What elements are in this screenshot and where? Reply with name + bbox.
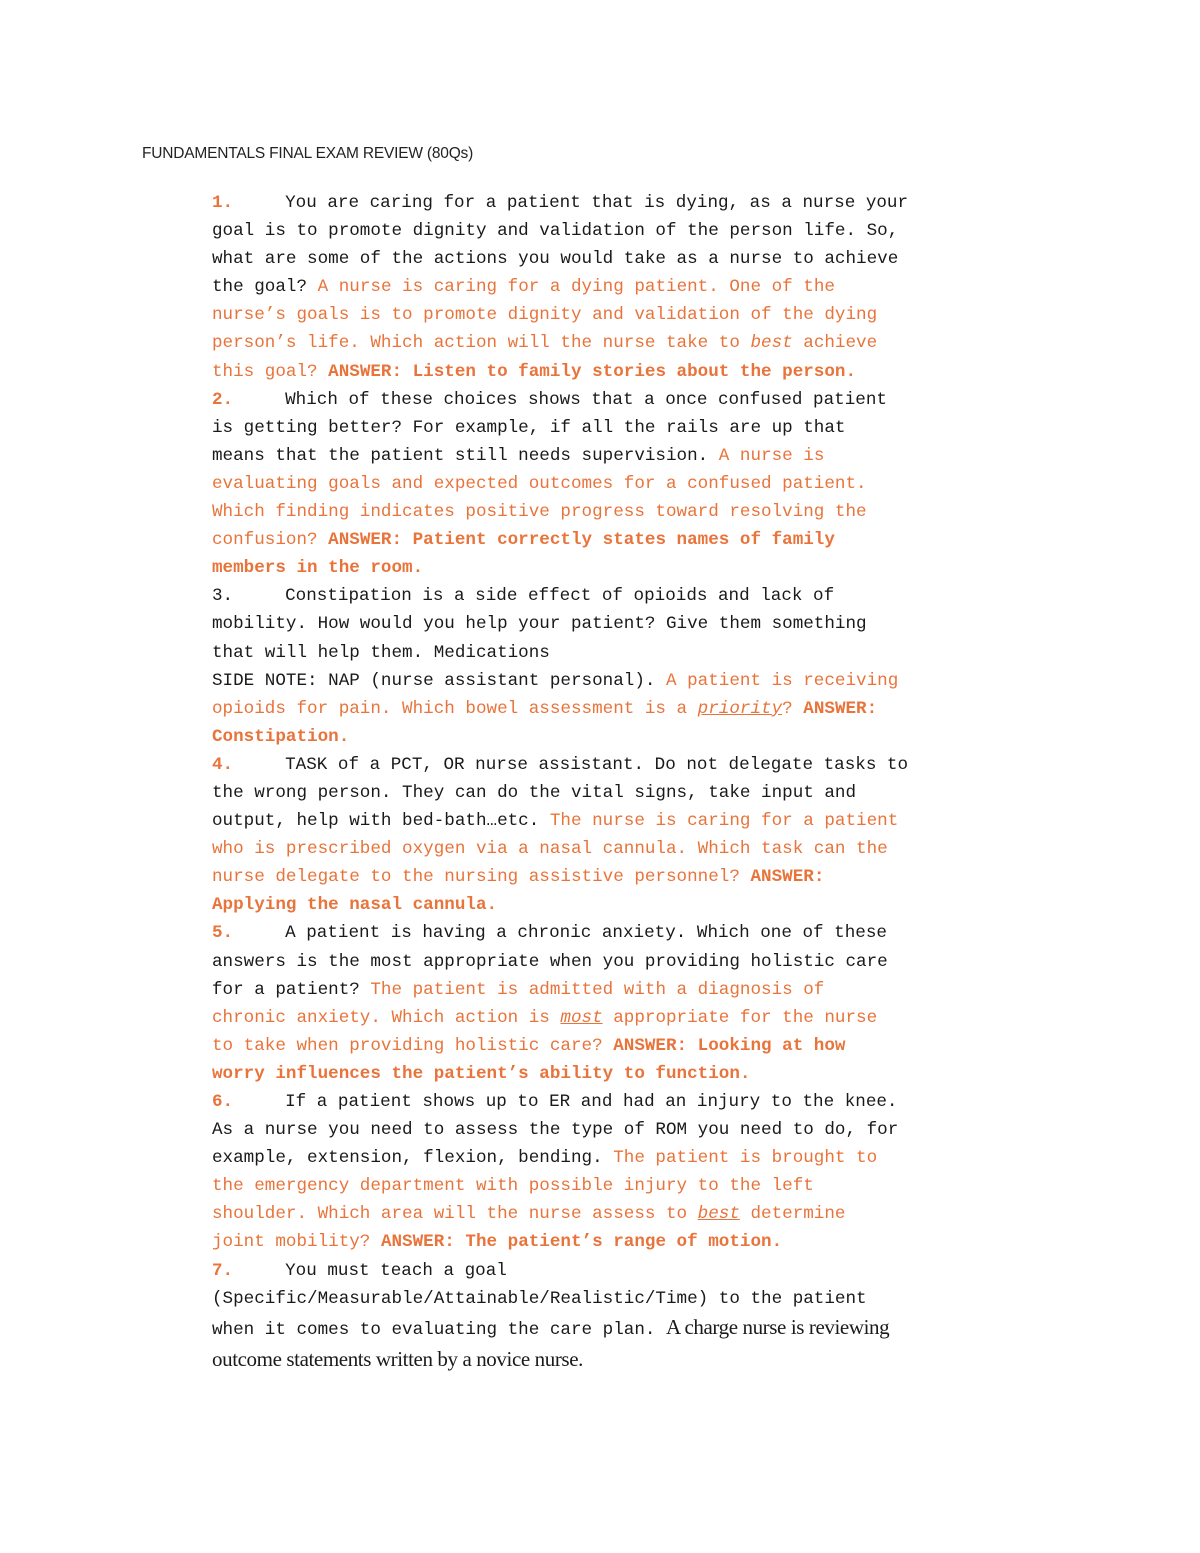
- answer-text: members in the room.: [212, 558, 424, 579]
- text-line: when it comes to evaluating the care plan. A charge nurse is reviewing: [212, 1314, 890, 1340]
- answer-text: ANSWER: The patient’s range of motion.: [380, 1232, 783, 1253]
- answer-text: ANSWER:: [750, 867, 825, 888]
- text-line: outcome statements written by a novice nurse.: [212, 1346, 583, 1371]
- text-line: As a nurse you need to assess the type of ROM you need to do, for: [212, 1120, 899, 1141]
- text-line: goal is to promote dignity and validation of the person life. So,: [212, 221, 899, 242]
- answer-text: Constipation.: [212, 726, 350, 747]
- text-line: who is prescribed oxygen via a nasal cannula. Which task can the: [212, 839, 888, 860]
- answer-text: ANSWER: Looking at how: [613, 1035, 846, 1056]
- question-number: 1.: [212, 193, 234, 213]
- text-line: nurse’s goals is to promote dignity and validation of the dying: [212, 305, 878, 326]
- text-line: to take when providing holistic care? ANSWER: Looking at how: [212, 1035, 846, 1056]
- text-line: output, help with bed-bath…etc. The nurse is caring for a patient: [212, 811, 899, 832]
- question-number: 3.: [212, 586, 234, 607]
- text-line: confusion? ANSWER: Patient correctly states names of family: [212, 530, 835, 551]
- text-line: shoulder. Which area will the nurse assess to best determine: [212, 1204, 846, 1225]
- text-line: for a patient? The patient is admitted with a diagnosis of: [212, 979, 825, 1000]
- text-line: 2. Which of these choices shows that a once confused patient: [212, 389, 887, 410]
- text-line: 3. Constipation is a side effect of opioids and lack of: [212, 586, 835, 607]
- text-line: person’s life. Which action will the nurse take to best achieve: [212, 333, 878, 354]
- text-line: evaluating goals and expected outcomes for a confused patient.: [212, 473, 867, 494]
- text-line: the wrong person. They can do the vital signs, take input and: [212, 782, 857, 803]
- text-line: opioids for pain. Which bowel assessment is a priority? ANSWER:: [212, 698, 878, 719]
- text-line: is getting better? For example, if all the rails are up that: [212, 417, 846, 438]
- text-line: the goal? A nurse is caring for a dying patient. One of the: [212, 277, 835, 298]
- answer-text: Applying the nasal cannula.: [212, 895, 498, 916]
- text-line: mobility. How would you help your patient? Give them something: [212, 614, 867, 635]
- question-number: 7.: [212, 1260, 234, 1281]
- answer-text: worry influences the patient’s ability to function.: [212, 1063, 751, 1084]
- text-line: means that the patient still needs supervision. A nurse is: [212, 445, 825, 466]
- text-line: Which finding indicates positive progress toward resolving the: [212, 502, 867, 523]
- text-line: this goal? ANSWER: Listen to family stories about the person.: [212, 361, 857, 382]
- text-line: (Specific/Measurable/Attainable/Realistic/Time) to the patient: [212, 1288, 867, 1309]
- text-line: what are some of the actions you would take as a nurse to achieve: [212, 249, 899, 270]
- text-line: nurse delegate to the nursing assistive personnel? ANSWER:: [212, 867, 825, 888]
- text-line: joint mobility? ANSWER: The patient’s range of motion.: [212, 1232, 783, 1253]
- text-line: 1. You are caring for a patient that is dying, as a nurse your: [212, 193, 909, 213]
- text-line: that will help them. Medications: [212, 642, 550, 663]
- answer-text: ANSWER: Patient correctly states names of family: [328, 530, 835, 551]
- text-line: the emergency department with possible injury to the left: [212, 1176, 814, 1197]
- document-title: FUNDAMENTALS FINAL EXAM REVIEW (80Qs): [142, 145, 474, 162]
- document-body: [212, 189, 1062, 1377]
- text-line: answers is the most appropriate when you providing holistic care: [212, 951, 888, 972]
- text-line: chronic anxiety. Which action is most appropriate for the nurse: [212, 1007, 878, 1028]
- text-line: example, extension, flexion, bending. The patient is brought to: [212, 1148, 878, 1169]
- text-line: 6. If a patient shows up to ER and had an injury to the knee.: [212, 1092, 898, 1112]
- text-line: SIDE NOTE: NAP (nurse assistant personal). A patient is receiving: [212, 670, 899, 691]
- question-number: 6.: [212, 1092, 234, 1112]
- answer-text: ANSWER: Listen to family stories about the person.: [328, 361, 857, 382]
- answer-text: ANSWER:: [803, 698, 878, 719]
- text-line: 4. TASK of a PCT, OR nurse assistant. Do not delegate tasks to: [212, 754, 909, 775]
- text-line: 7. You must teach a goal: [212, 1260, 507, 1281]
- text-line: 5. A patient is having a chronic anxiety. Which one of these: [212, 923, 887, 944]
- question-number: 2.: [212, 389, 234, 410]
- question-number: 4.: [212, 754, 234, 775]
- question-number: 5.: [212, 923, 234, 944]
